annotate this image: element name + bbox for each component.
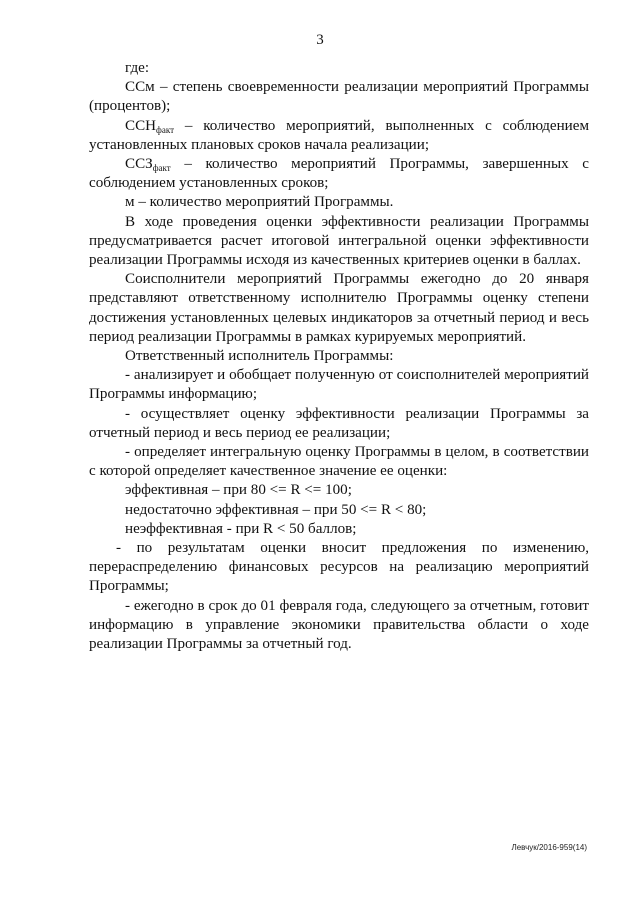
ssn-symbol: ССН (125, 117, 157, 134)
duty-analyze: - анализирует и обобщает полученную от соисполнителей мероприятий Программы информацию; (89, 367, 589, 403)
grade-ineffective: неэффективная - при R < 50 баллов; (125, 520, 357, 537)
ssz-subscript: факт (152, 163, 171, 174)
duty-assess: - осуществляет оценку эффективности реализации Программы за отчетный период и весь период ее реализации; (89, 405, 589, 441)
grade-insufficient: недостаточно эффективная – при 50 <= R < 80; (125, 501, 427, 518)
duty-proposals: - по результатам оценки вносит предложения по изменению, перераспределению финансовых ресурсов на реализацию мероприятий Программы; (89, 540, 589, 595)
grade-effective: эффективная – при 80 <= R <= 100; (125, 482, 352, 499)
ssz-text: – количество мероприятий Программы, завершенных с соблюдением установленных сроков; (89, 156, 589, 192)
duty-annual-report: - ежегодно в срок до 01 февраля года, следующего за отчетным, готовит информацию в управление экономики правительства области о ходе реализации Программы за отчетный год. (89, 597, 589, 653)
ssz-definition (89, 155, 589, 193)
ssm-definition: ССм – степень своевременности реализации мероприятий Программы (процентов); (89, 79, 589, 115)
ssn-subscript: факт (156, 124, 175, 135)
page-number: 3 (316, 32, 324, 48)
duty-integral: - определяет интегральную оценку Программы в целом, в соответствии с которой определяет качественное значение ее оценки: (89, 444, 589, 480)
paragraph-coexecutors: Соисполнители мероприятий Программы ежегодно до 20 января представляют ответственному исполнителю Программы оценку степени достижения установленных целевых индикаторов за отчетный период и весь период реализации Программы в рамках курируемых мероприятий. (89, 271, 589, 345)
paragraph-integral-assessment: В ходе проведения оценки эффективности реализации Программы предусматривается расчет итоговой интегральной оценки эффективности реализации Программы исходя из качественных критериев оценки в баллах. (89, 213, 589, 269)
ssn-definition (89, 117, 589, 155)
m-definition: м – количество мероприятий Программы. (125, 194, 394, 211)
where-label: где: (125, 60, 150, 76)
ssn-text: – количество мероприятий, выполненных с соблюдением установленных плановых сроков начала реализации; (89, 117, 589, 153)
document-footer-code: Левчук/2016-959(14) (511, 843, 587, 852)
responsible-executor-heading: Ответственный исполнитель Программы: (125, 348, 394, 365)
ssz-symbol: ССЗ (125, 156, 153, 173)
document-body (89, 59, 589, 654)
